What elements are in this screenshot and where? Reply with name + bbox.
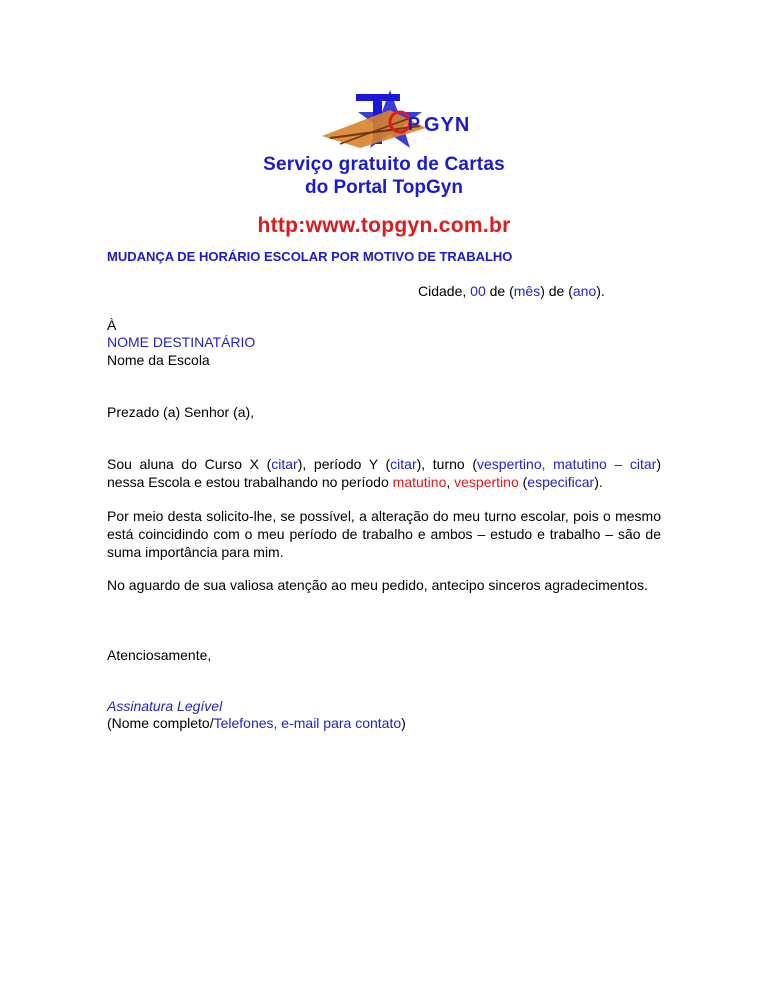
p1-text-3: ), turno ( [416,456,478,472]
date-city: Cidade, [418,283,471,299]
p1-vespertino: vespertino [454,474,519,490]
date-year: ano [572,283,597,299]
date-sep-1: de ( [485,283,514,299]
p1-text-1: Sou aluna do Curso X ( [107,456,272,472]
paragraph-2: Por meio desta solicito-lhe, se possível, a alteração do meu turno escolar, pois o mesmo está coincidindo com o meu período de trabalho e ambos – estudo e trabalho – são de suma importância para mim. [107,508,661,560]
signature-label: Assinatura Legível [107,698,223,714]
date-end: ). [596,283,605,299]
p1-text-2: ), período Y ( [297,456,391,472]
p1-text-7: ). [594,474,603,490]
logo-url: http:www.topgyn.com.br [257,214,511,237]
p1-turno: vespertino, matutino – citar [477,456,657,472]
p1-comma: , [446,474,455,490]
greeting: Prezado (a) Senhor (a), [107,404,255,420]
signature-details [107,714,406,732]
p1-citar-1: citar [271,456,298,472]
date-day: 00 [470,283,486,299]
logo-gyn-text: GYN [424,114,471,136]
date-month: mês [513,283,541,299]
svg-text:P: P [408,114,421,134]
p1-text-4: ) [656,456,662,472]
logo-tagline-2: do Portal TopGyn [305,177,463,198]
p1-citar-2: citar [390,456,417,472]
logo-tagline-1: Serviço gratuito de Cartas [263,154,505,175]
closing: Atenciosamente, [107,647,212,663]
p1-especificar: especificar [527,474,595,490]
paragraph-3: No aguardo de sua valiosa atenção ao meu pedido, antecipo sinceros agradecimentos. [107,577,648,593]
topgyn-emblem-icon [240,88,528,158]
recipient-name: NOME DESTINATÁRIO [107,334,256,350]
signature-open: (Nome completo/ [107,715,214,731]
p1-matutino: matutino [392,474,447,490]
topgyn-logo [240,88,528,240]
document-title: MUDANÇA DE HORÁRIO ESCOLAR POR MOTIVO DE TRABALHO [107,249,513,264]
p1-text-6: ( [518,474,528,490]
date-line [418,282,605,300]
signature-contact: Telefones, e-mail para contato [213,715,402,731]
p1-text-5: nessa Escola e estou trabalhando no período [107,474,393,490]
recipient-school: Nome da Escola [107,352,210,368]
recipient-to: À [107,317,117,333]
paragraph-1 [107,455,661,491]
date-sep-2: ) de ( [540,283,573,299]
signature-close: ) [401,715,406,731]
